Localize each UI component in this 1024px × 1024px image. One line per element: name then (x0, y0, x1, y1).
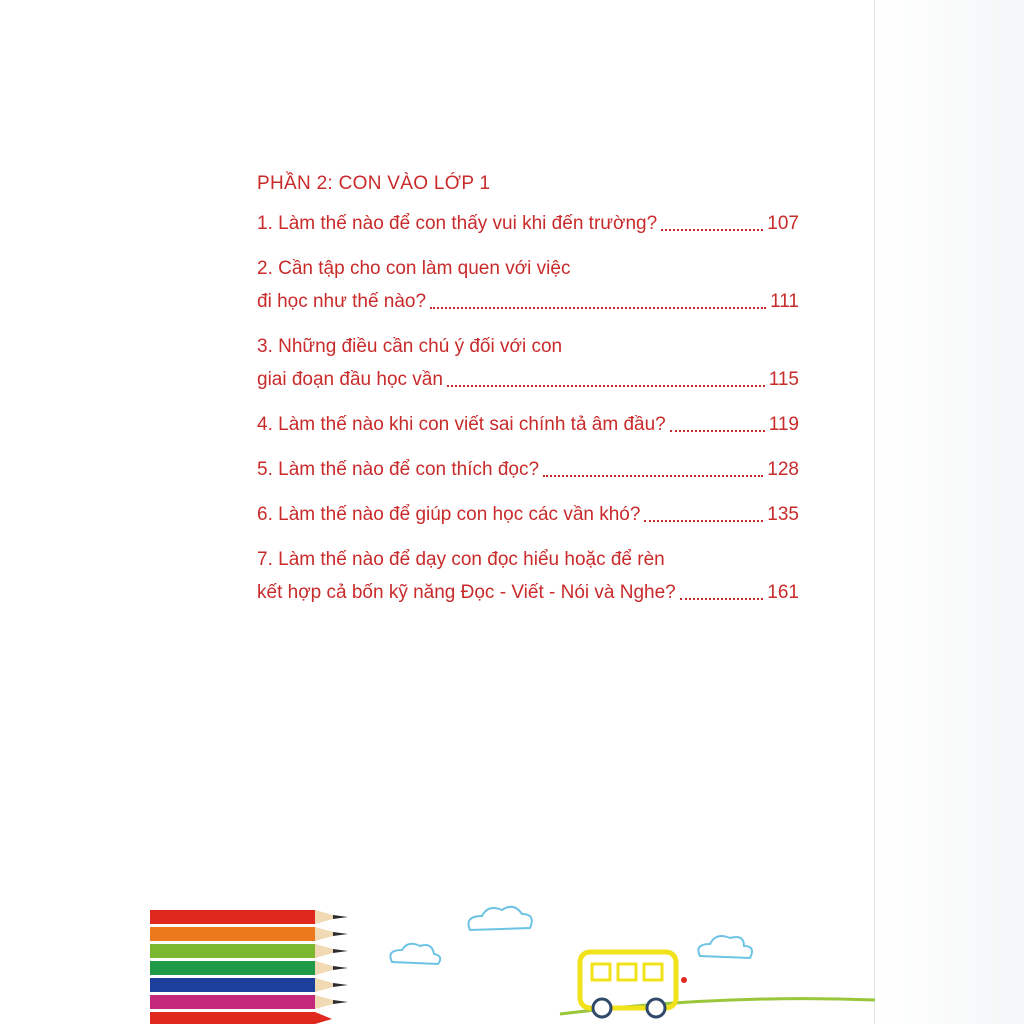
toc-entry-title-cont: giai đoạn đầu học vần (257, 369, 443, 390)
dot-leader (447, 385, 765, 387)
toc-entry-5 (257, 455, 799, 485)
bus-illustration (580, 952, 687, 1017)
toc-page-number: 119 (768, 414, 799, 435)
toc-entry-title: 2. Cần tập cho con làm quen với việc (257, 258, 571, 279)
toc-entry-title: 5. Làm thế nào để con thích đọc? (257, 459, 540, 480)
toc-entry-6 (257, 500, 799, 530)
cloud-icon (469, 907, 532, 930)
toc-page-number: 161 (767, 582, 799, 603)
dot-leader (543, 475, 763, 477)
toc-entry-4 (257, 410, 799, 440)
toc-entry-title-cont: kết hợp cả bốn kỹ năng Đọc - Viết - Nói và Nghe? (257, 582, 676, 603)
bus-window (644, 964, 662, 980)
cloud-icon (698, 936, 752, 958)
page-edge-shadow (874, 0, 1024, 1024)
section-title: PHẦN 2: CON VÀO LỚP 1 (257, 173, 491, 194)
dot-leader (670, 430, 765, 432)
pencil-orange (150, 927, 332, 941)
dot-leader (644, 520, 763, 522)
toc-entry-title: 3. Những điều cần chú ý đối với con (257, 336, 563, 357)
table-of-contents (257, 170, 799, 623)
pencil-blue (150, 978, 332, 992)
pencil-magenta (150, 995, 332, 1009)
pencil-light-green (150, 944, 332, 958)
toc-page-number: 128 (767, 459, 799, 480)
pencil-lead-tip (333, 983, 348, 987)
pencil-red (150, 910, 332, 924)
dot-leader (661, 229, 763, 231)
toc-entry-7 (257, 545, 799, 608)
toc-entry-title: 1. Làm thế nào để con thấy vui khi đến trường? (257, 213, 658, 234)
toc-page-number: 135 (767, 504, 799, 525)
toc-page-number: 115 (768, 369, 799, 390)
toc-entry-1 (257, 209, 799, 239)
toc-entry-2 (257, 254, 799, 317)
bus-window (592, 964, 610, 980)
page-edge-line (874, 0, 875, 1024)
pencils-illustration (150, 910, 348, 1024)
toc-entry-title: 6. Làm thế nào để giúp con học các vần khó? (257, 504, 641, 525)
bottom-illustration (0, 890, 1024, 1024)
cloud-icon (390, 944, 440, 964)
bus-light (681, 977, 687, 983)
bus-wheel (593, 999, 611, 1017)
pencil-extra (150, 1012, 332, 1024)
toc-entry-title: 7. Làm thế nào để dạy con đọc hiểu hoặc để rèn (257, 549, 665, 570)
pencil-lead-tip (333, 932, 348, 936)
pencil-lead-tip (333, 1000, 348, 1004)
toc-page-number: 111 (770, 291, 799, 312)
pencil-green (150, 961, 332, 975)
dot-leader (680, 598, 764, 600)
bus-wheel (647, 999, 665, 1017)
toc-entry-3 (257, 332, 799, 395)
toc-entry-title-cont: đi học như thế nào? (257, 291, 427, 312)
pencil-lead-tip (333, 949, 348, 953)
toc-entry-title: 4. Làm thế nào khi con viết sai chính tả âm đầu? (257, 414, 666, 435)
pencil-lead-tip (333, 915, 348, 919)
dot-leader (430, 307, 766, 309)
bus-window (618, 964, 636, 980)
toc-page-number: 107 (767, 213, 799, 234)
pencil-lead-tip (333, 966, 348, 970)
